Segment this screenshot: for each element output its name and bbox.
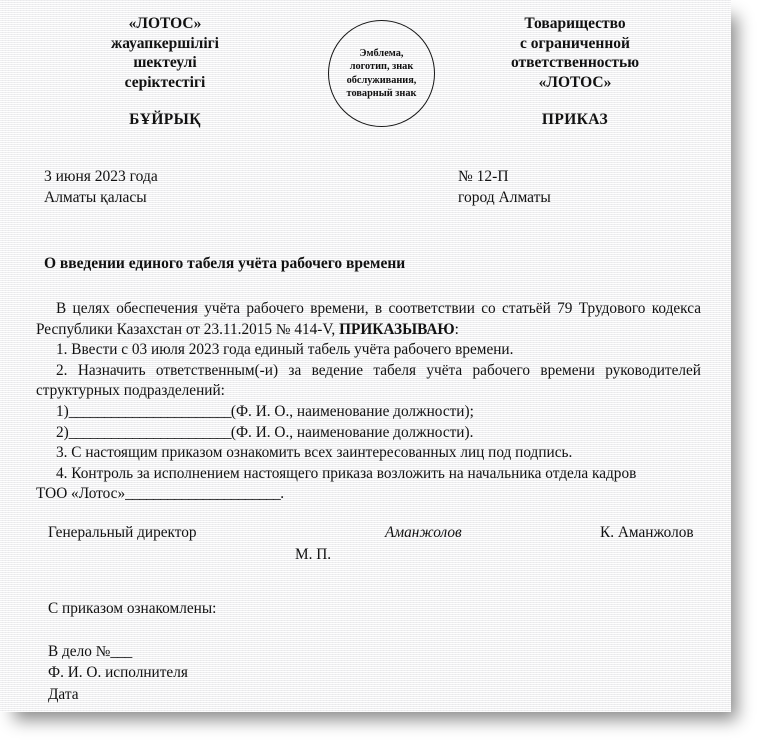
document-body [36, 299, 701, 505]
preamble-text-part1: В целях обеспечения учёта рабочего времени, в соответствии со статьёй 79 Трудового кодекса Республики Казахстан от 23.11.2015 № 414-V, [36, 300, 701, 338]
emblem-placeholder-circle [328, 20, 435, 127]
footer-file-line [48, 641, 216, 663]
letterhead-kazakh-block [40, 14, 290, 130]
document-city-kazakh: Алматы қаласы [44, 189, 147, 206]
subitem-2-hint: (Ф. И. О., наименование должности). [230, 423, 474, 441]
letterhead-kk-line-3: шектеулі [133, 54, 197, 71]
document-meta-left [44, 166, 158, 208]
body-preamble [36, 299, 701, 340]
footer-date-label: Дата [48, 685, 79, 703]
subitem-2-label: 2) [56, 423, 69, 441]
footer-executor-label: Ф. И. О. исполнителя [48, 664, 188, 681]
stamp-place-marker: М. П. [295, 546, 332, 563]
document-city-russian: город Алматы [458, 189, 551, 206]
body-item-2: 2. Назначить ответственным(-и) за ведение табеля учёта рабочего времени руководителей структурных подразделений: [36, 361, 701, 400]
signatory-title: Генеральный директор [48, 524, 197, 541]
body-item-4-company: ТОО «Лотос» [36, 485, 126, 503]
document-subject-title: О введении единого табеля учёта рабочего времени [44, 255, 406, 272]
letterhead-kk-line-4: серіктестігі [124, 73, 206, 91]
document-date: 3 июня 2023 года [44, 168, 158, 185]
preamble-order-verb: ПРИКАЗЫВАЮ [339, 320, 455, 338]
emblem-line-3: обслуживания, [346, 74, 417, 86]
footer-file-number-blank[interactable]: ___ [110, 642, 132, 660]
letterhead-kk-line-2: жауапкершілігі [110, 34, 219, 52]
footer-spacer [48, 620, 216, 641]
document-meta-row [0, 166, 731, 214]
footer-file-label: В дело № [48, 642, 111, 660]
body-item-4-continuation [36, 484, 701, 505]
document-type-russian: ПРИКАЗ [541, 111, 609, 128]
letterhead-ru-line-1: Товарищество [524, 15, 626, 32]
body-item-4-fill-blank[interactable]: ______________________ [125, 485, 281, 503]
body-item-1: 1. Ввести с 03 июля 2023 года единый табель учёта рабочего времени. [56, 341, 514, 359]
letterhead-kk-line-1: «ЛОТОС» [128, 15, 202, 32]
body-subitem-1 [36, 402, 701, 423]
body-item-4-period: . [280, 485, 285, 503]
letterhead-ru-line-3: ответственностью [510, 54, 640, 71]
preamble-text-part2: : [454, 320, 459, 338]
document-number: № 12-П [458, 168, 509, 185]
letterhead-russian-block [440, 14, 710, 130]
letterhead [0, 14, 731, 144]
handwritten-signature: Аманжолов [385, 524, 462, 541]
document-type-kazakh: БҰЙРЫҚ [129, 111, 201, 128]
footer-acknowledgement-label: С приказом ознакомлены: [48, 600, 217, 617]
letterhead-ru-line-4: «ЛОТОС» [538, 73, 612, 91]
subitem-1-fill-blank[interactable]: _______________________ [68, 402, 231, 420]
document-meta-right [458, 166, 551, 208]
subitem-1-label: 1) [56, 402, 69, 420]
letterhead-ru-line-2: с ограниченной [520, 34, 630, 52]
subitem-1-hint: (Ф. И. О., наименование должности); [230, 402, 474, 420]
signatory-name: К. Аманжолов [600, 524, 694, 541]
document-footer [48, 598, 216, 705]
emblem-text [341, 47, 423, 100]
subitem-2-fill-blank[interactable]: _______________________ [68, 423, 231, 441]
emblem-line-1: Эмблема, [359, 48, 404, 60]
body-item-4-text: 4. Контроль за исполнением настоящего приказа возложить на начальника отдела кадров [56, 464, 637, 482]
emblem-line-2: логотип, знак [349, 61, 414, 73]
body-item-4 [36, 464, 701, 485]
body-subitem-2 [36, 423, 701, 444]
body-item-3: 3. С настоящим приказом ознакомить всех заинтересованных лиц под подпись. [56, 444, 573, 462]
signature-block [0, 524, 731, 584]
emblem-line-4: товарный знак [346, 87, 417, 99]
